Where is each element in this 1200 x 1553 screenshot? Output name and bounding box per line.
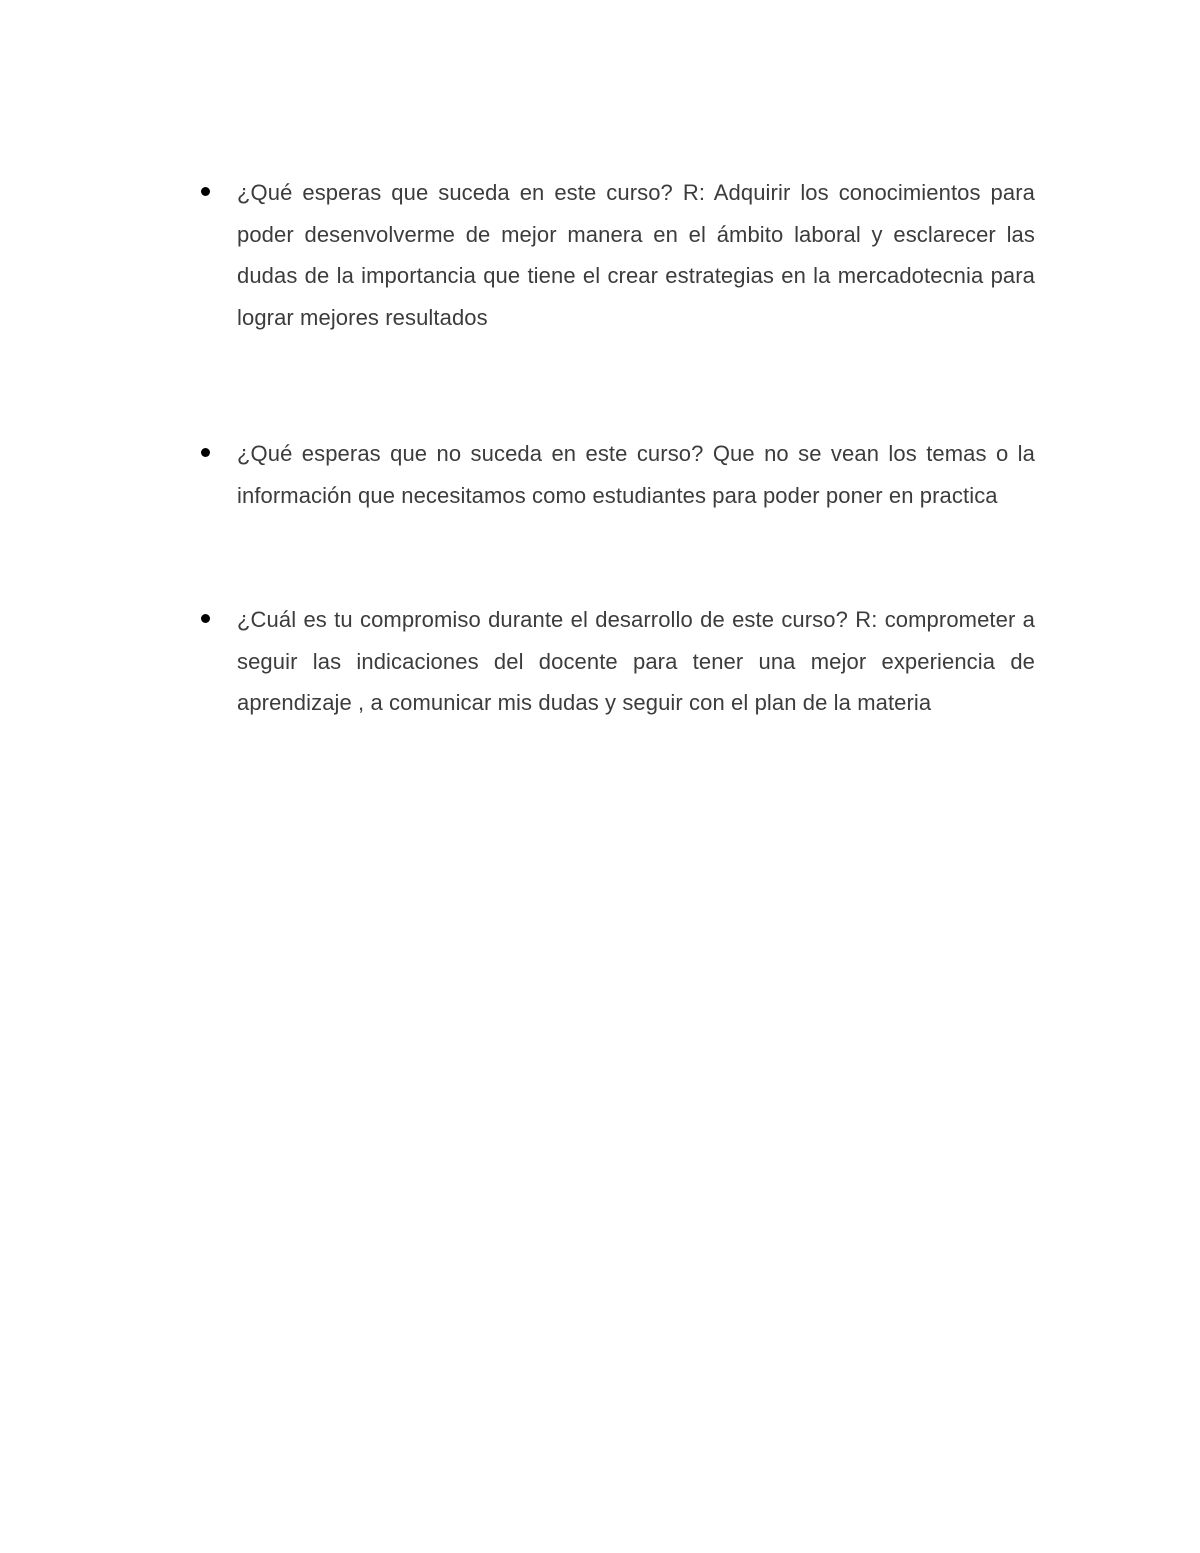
list-item bbox=[200, 172, 1035, 338]
bullet-icon bbox=[201, 187, 210, 196]
bullet-list bbox=[200, 172, 1035, 724]
list-item bbox=[200, 433, 1035, 516]
list-item-text: ¿Cuál es tu compromiso durante el desarrollo de este curso? R: comprometer a seguir las indicaciones del docente para tener una mejor experiencia de aprendizaje , a comunicar mis dudas y seguir con el plan de la materia bbox=[237, 607, 1035, 715]
bullet-icon bbox=[201, 448, 210, 457]
list-item-text: ¿Qué esperas que no suceda en este curso? Que no se vean los temas o la información que necesitamos como estudiantes para poder poner en practica bbox=[237, 441, 1035, 508]
bullet-icon bbox=[201, 614, 210, 623]
list-item bbox=[200, 599, 1035, 724]
list-item-text: ¿Qué esperas que suceda en este curso? R: Adquirir los conocimientos para poder desenvolverme de mejor manera en el ámbito laboral y esclarecer las dudas de la importancia que tiene el crear estrategias en la mercadotecnia para lograr mejores resultados bbox=[237, 180, 1035, 330]
